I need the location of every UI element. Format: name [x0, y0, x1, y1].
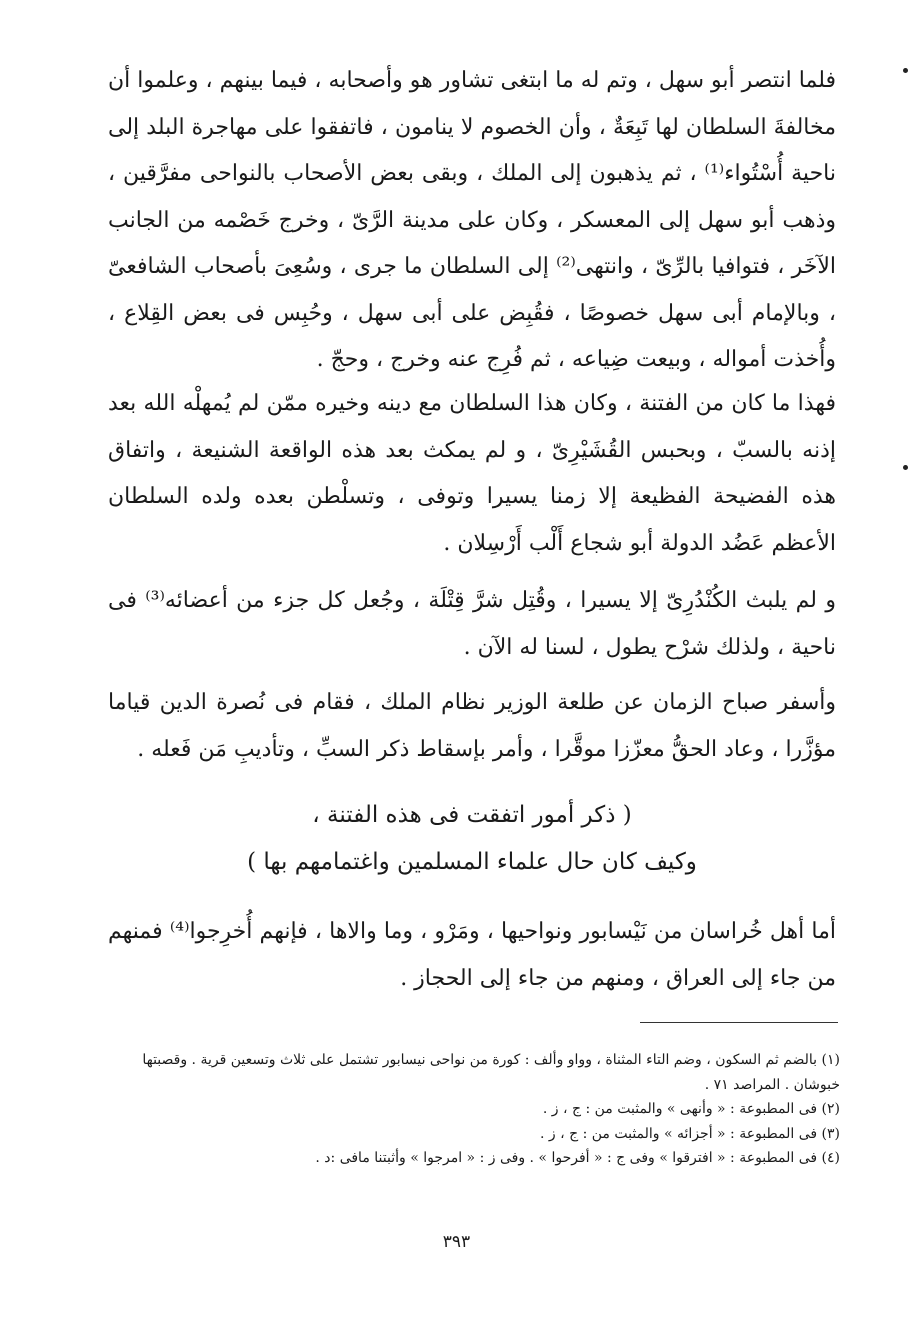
footnotes — [108, 1048, 840, 1171]
paragraph-2: فهذا ما كان من الفتنة ، وكان هذا السلطان مع دينه وخيره ممّن لم يُمهلْه الله بعد إذنه بالسبّ ، وبحبس القُشَيْرِىّ ، و لم يمكث بعد هذه الواقعة الشنيعة ، واتفاق هذه الفضيحة الفظيعة إلا زمنا يسيرا وتوفى ، وتسلْطن بعده ولده السلطان الأعظم عَضُد الدولة أبو شجاع أَلْب أَرْسِلان . — [108, 391, 837, 556]
margin-mark — [903, 465, 908, 470]
paragraph-4: وأسفر صباح الزمان عن طلعة الوزير نظام الملك ، فقام فى نُصرة الدين قياما مؤزَّرا ، وعاد الحقُّ معزّزا موقَّرا ، وأمر بإسقاط ذكر السبِّ ، وتأديبِ مَن فَعله . — [108, 690, 836, 762]
page-number: ٣٩٣ — [442, 1232, 471, 1252]
footnote-3: (٣) فى المطبوعة : « أجزائه » والمثبت من : ج ، ز . — [540, 1125, 840, 1142]
paragraph-1: فلما انتصر أبو سهل ، وتم له ما ابتغى تشاور هو وأصحابه ، فيما بينهم ، وعلموا أن مخالفةَ السلطان لها تَبِعَةٌ ، وأن الخصوم لا ينامون ، فاتفقوا على مهاجرة البلد إلى ناحية أُسْتُواء⁽¹⁾ ، ثم يذهبون إلى الملك ، وبقى بعض الأصحاب بالنواحى مفرَّقين ، وذهب أبو سهل إلى المعسكر ، وكان على مدينة الرَّىّ ، وخرج خَصْمه من الجانب الآخَر ، فتوافيا بالرِّىّ ، وانتهى⁽²⁾ إلى السلطان ما جرى ، وسُعِىَ بأصحاب الشافعىّ ، وبالإمام أبى سهل خصوصًا ، فقُبِض على أبى سهل ، وحُبِس فى بعض القِلاع ، وأُخذت أمواله ، وبيعت ضِياعه ، ثم فُرِج عنه وخرج ، وحجّ . — [108, 68, 836, 372]
section-heading-line-1: ( ذكر أمور اتفقت فى هذه الفتنة ، — [312, 802, 632, 828]
margin-mark — [903, 68, 908, 73]
footnote-divider — [640, 1022, 838, 1023]
footnote-2: (٢) فى المطبوعة : « وأنهى » والمثبت من : ج ، ز . — [542, 1101, 840, 1117]
paragraph-5: أما أهل خُراسان من نَيْسابور ونواحيها ، ومَرْو ، وما والاها ، فإنهم أُخرِجوا⁽⁴⁾ فمنهم من جاء إلى العراق ، ومنهم من جاء إلى الحجاز . — [108, 919, 836, 991]
footnote-1: (١) بالضم ثم السكون ، وضم التاء المثناة ، وواو وألف : كورة من نواحى نيسابور تشتمل على ثلاث وتسعين قرية . وقصبتها خبوشان . المراصد ٧١ . — [142, 1052, 840, 1093]
footnote-4: (٤) فى المطبوعة : « افترقوا » وفى ج : « أفرحوا » . وفى ز : « امرجوا » وأثبتنا مافى :د . — [315, 1150, 840, 1166]
paragraph-3: و لم يلبث الكُنْدُرِىّ إلا يسيرا ، وقُتِل شرَّ قِتْلَة ، وجُعل كل جزء من أعضائه⁽³⁾ فى ناحية ، ولذلك شرْح يطول ، لسنا له الآن . — [108, 588, 837, 660]
section-heading-line-2: وكيف كان حال علماء المسلمين واغتمامهم بها ) — [247, 849, 697, 875]
